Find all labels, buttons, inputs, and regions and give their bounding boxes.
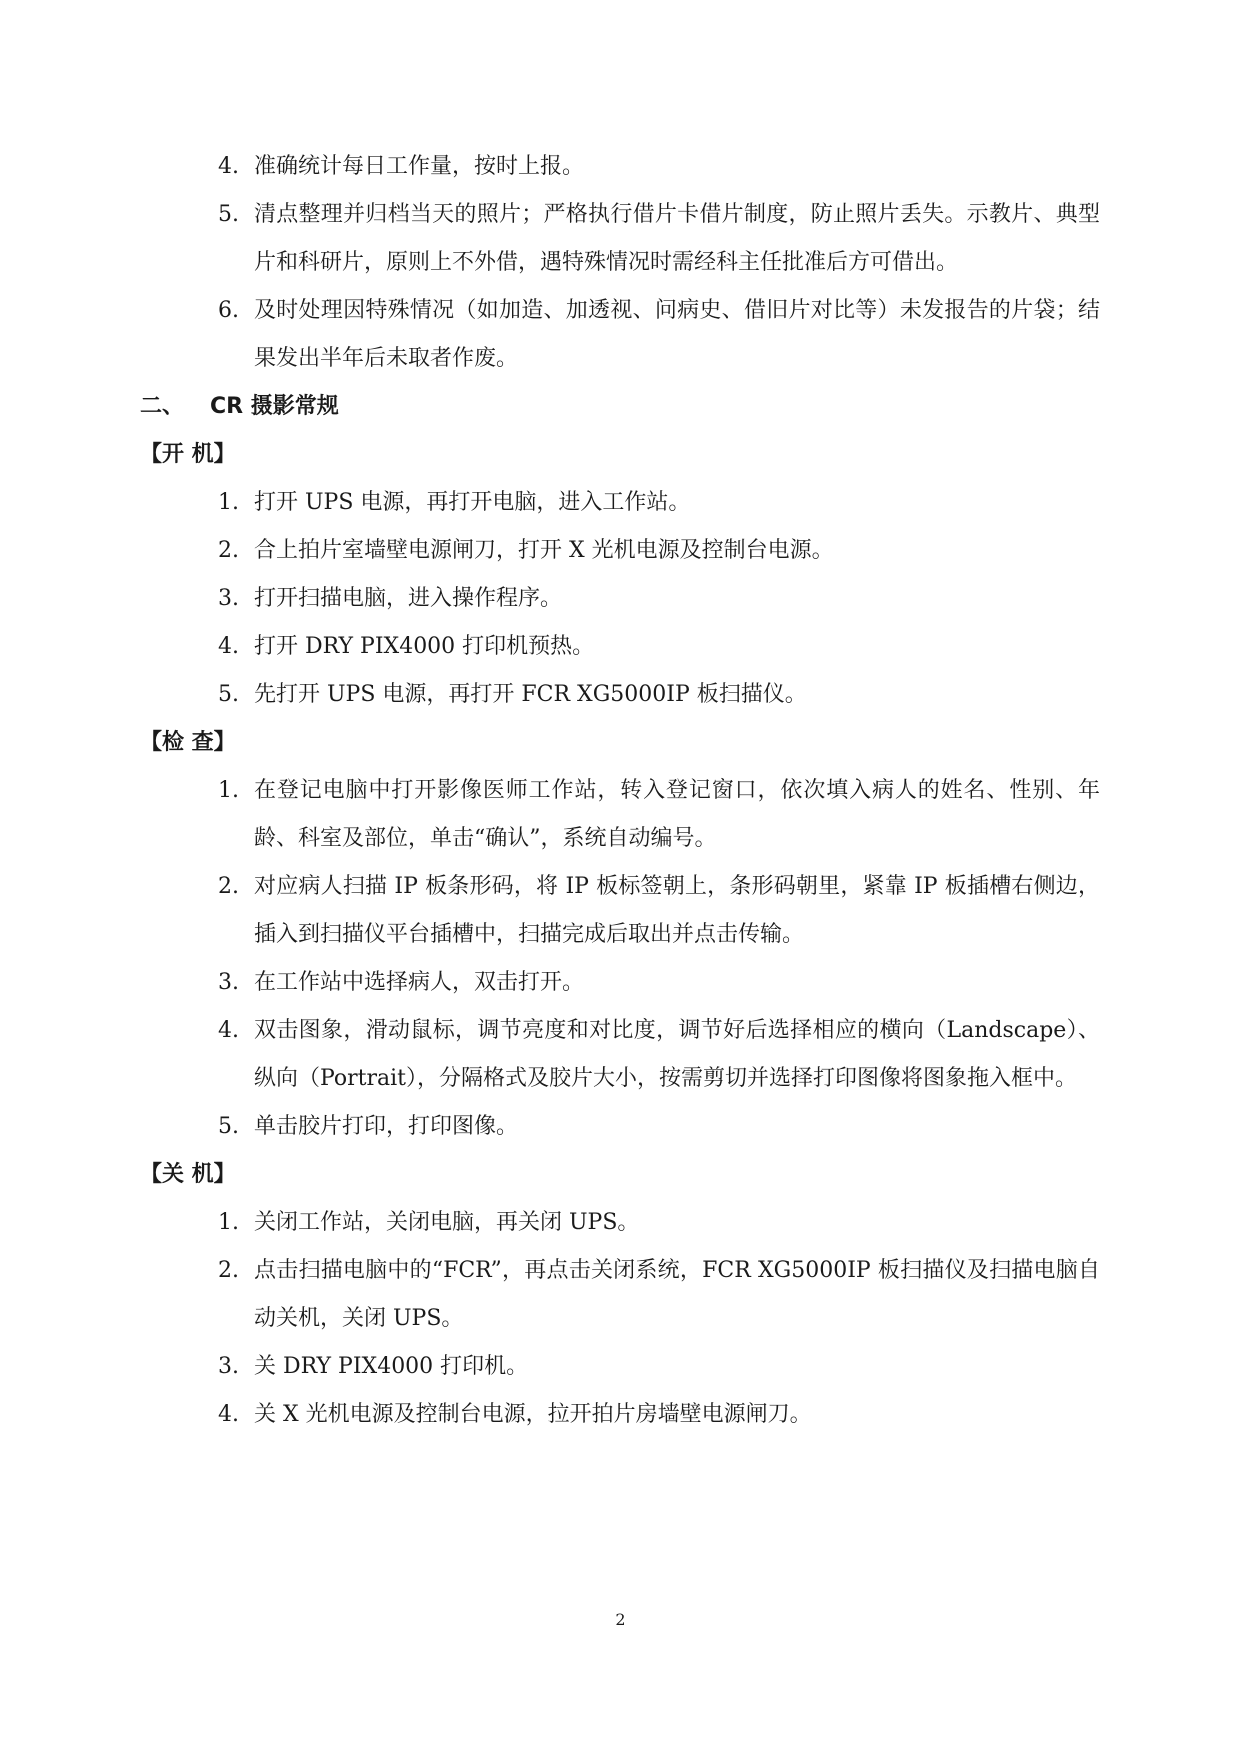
item-text: 点击扫描电脑中的“FCR”，再点击关闭系统，FCR XG5000IP 板扫描仪及扫描电脑自动关机，关闭 UPS。 <box>254 1258 1100 1331</box>
item-number: 1. <box>218 490 239 515</box>
item-text: 关 DRY PIX4000 打印机。 <box>254 1354 529 1379</box>
list-item <box>140 623 1100 671</box>
item-text: 对应病人扫描 IP 板条形码，将 IP 板标签朝上，条形码朝里，紧靠 IP 板插槽右侧边，插入到扫描仪平台插槽中，扫描完成后取出并点击传输。 <box>254 874 1100 947</box>
list-item <box>140 1391 1100 1439</box>
list-item <box>140 575 1100 623</box>
subheading-exam: 【检 查】 <box>140 730 236 755</box>
item-text: 及时处理因特殊情况（如加造、加透视、问病史、借旧片对比等）未发报告的片袋；结果发出半年后未取者作废。 <box>254 298 1100 371</box>
item-number: 1. <box>218 778 239 803</box>
list-item <box>140 143 1100 191</box>
list-power-off <box>140 1199 1100 1439</box>
item-number: 1. <box>218 1210 239 1235</box>
list-item <box>140 1247 1100 1343</box>
list-item <box>140 287 1100 383</box>
list-item <box>140 767 1100 863</box>
page-number: 2 <box>615 1610 626 1629</box>
item-text: 在工作站中选择病人，双击打开。 <box>254 970 585 995</box>
item-text: 关闭工作站，关闭电脑，再关闭 UPS。 <box>254 1210 640 1235</box>
list-item <box>140 479 1100 527</box>
item-text: 清点整理并归档当天的照片；严格执行借片卡借片制度，防止照片丢失。示教片、典型片和科研片，原则上不外借，遇特殊情况时需经科主任批准后方可借出。 <box>254 202 1100 275</box>
list-power-on <box>140 479 1100 719</box>
item-number: 3. <box>218 970 239 995</box>
item-text: 打开扫描电脑，进入操作程序。 <box>254 586 563 611</box>
item-number: 2. <box>218 874 239 899</box>
section-number: 二、 <box>140 394 185 419</box>
list-item <box>140 1343 1100 1391</box>
section-heading <box>140 383 1100 431</box>
list-exam <box>140 767 1100 1151</box>
list-item <box>140 1199 1100 1247</box>
item-text: 打开 DRY PIX4000 打印机预热。 <box>254 634 595 659</box>
list-item <box>140 191 1100 287</box>
list-top <box>140 143 1100 383</box>
item-number: 2. <box>218 538 239 563</box>
item-number: 4. <box>218 154 239 179</box>
item-text: 合上拍片室墙壁电源闸刀，打开 X 光机电源及控制台电源。 <box>254 538 834 563</box>
subheading-power-on: 【开 机】 <box>140 442 236 467</box>
item-text: 打开 UPS 电源，再打开电脑，进入工作站。 <box>254 490 691 515</box>
item-text: 单击胶片打印，打印图像。 <box>254 1114 519 1139</box>
section-title-text: CR 摄影常规 <box>210 394 339 419</box>
list-item <box>140 527 1100 575</box>
item-text: 先打开 UPS 电源，再打开 FCR XG5000IP 板扫描仪。 <box>254 682 807 707</box>
item-text: 关 X 光机电源及控制台电源，拉开拍片房墙壁电源闸刀。 <box>254 1402 812 1427</box>
item-text: 准确统计每日工作量，按时上报。 <box>254 154 585 179</box>
item-number: 5. <box>218 1114 239 1139</box>
item-number: 4. <box>218 1402 239 1427</box>
item-number: 3. <box>218 586 239 611</box>
list-item <box>140 1007 1100 1103</box>
item-number: 4. <box>218 634 239 659</box>
item-number: 5. <box>218 682 239 707</box>
item-number: 2. <box>218 1258 239 1283</box>
item-number: 6. <box>218 298 239 323</box>
item-text: 双击图象，滑动鼠标，调节亮度和对比度，调节好后选择相应的横向（Landscape）、纵向（Portrait），分隔格式及胶片大小，按需剪切并选择打印图像将图象拖入框中。 <box>254 1018 1100 1091</box>
item-number: 3. <box>218 1354 239 1379</box>
page-content <box>140 143 1100 1439</box>
item-number: 5. <box>218 202 239 227</box>
item-text: 在登记电脑中打开影像医师工作站，转入登记窗口，依次填入病人的姓名、性别、年龄、科室及部位，单击“确认”，系统自动编号。 <box>254 778 1100 851</box>
list-item <box>140 863 1100 959</box>
list-item <box>140 959 1100 1007</box>
list-item <box>140 671 1100 719</box>
list-item <box>140 1103 1100 1151</box>
item-number: 4. <box>218 1018 239 1043</box>
subheading-power-off: 【关 机】 <box>140 1162 236 1187</box>
